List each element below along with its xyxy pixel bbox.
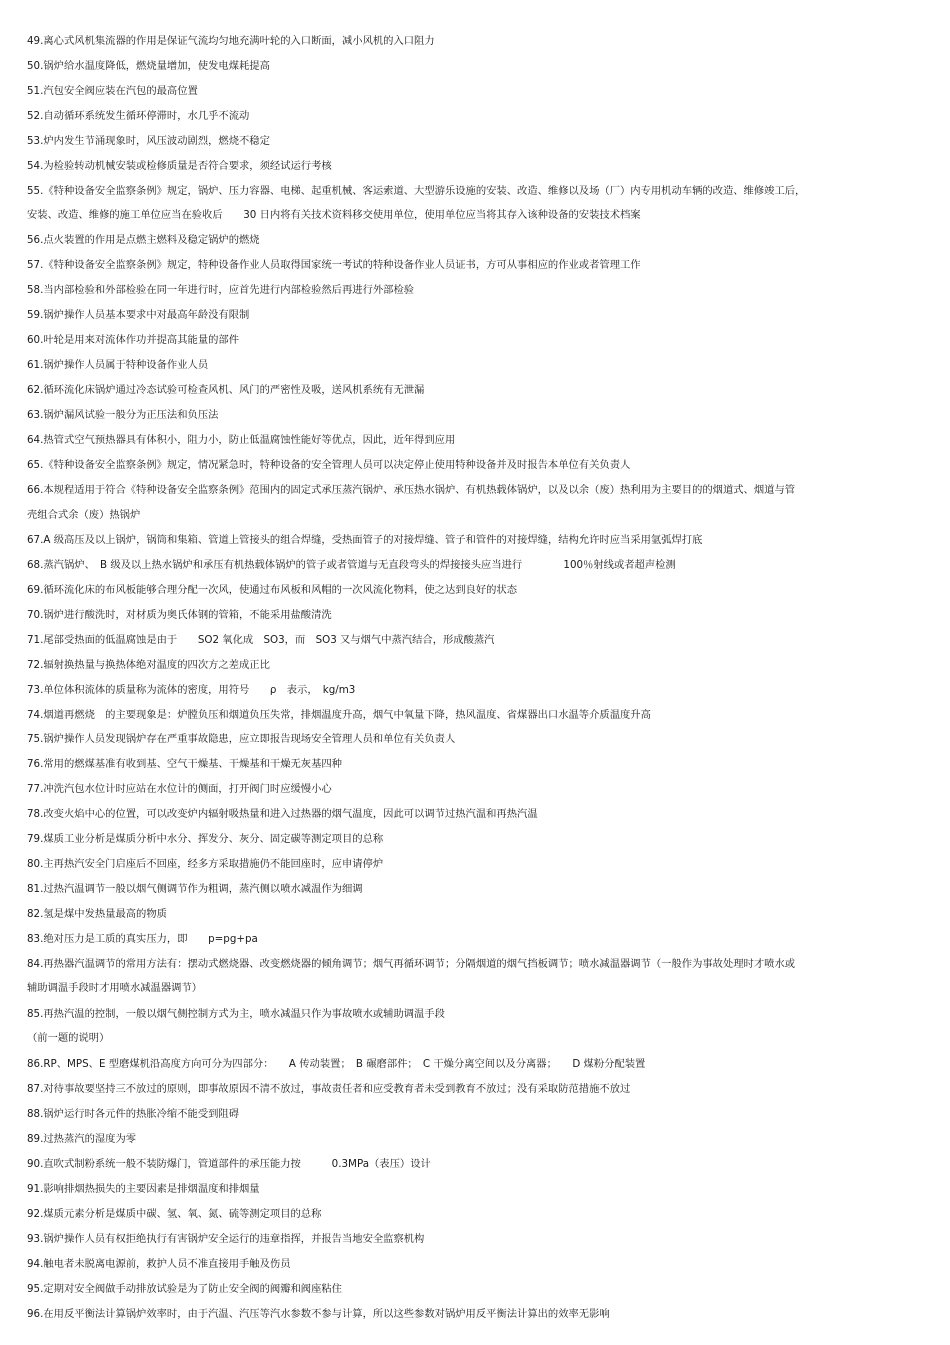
text-line: 93.锅炉操作人员有权拒绝执行有害锅炉安全运行的违章指挥，并报告当地安全监察机构 [27, 1233, 425, 1245]
text-line: 54.为检验转动机械安装或检修质量是否符合要求，须经试运行考核 [27, 160, 332, 172]
text-line: 71.尾部受热面的低温腐蚀是由于 SO2 氧化成 SO3，而 SO3 又与烟气中蒸汽结合，形成酸蒸汽 [27, 634, 495, 646]
text-line: 80.主再热汽安全门启座后不回座，经多方采取措施仍不能回座时，应申请停炉 [27, 858, 384, 870]
text-line: 75.锅炉操作人员发现锅炉存在严重事故隐患，应立即报告现场安全管理人员和单位有关负责人 [27, 733, 456, 745]
text-line: 59.锅炉操作人员基本要求中对最高年龄没有限制 [27, 309, 250, 321]
text-line: 86.RP、MPS、E 型磨煤机沿高度方向可分为四部分： A 传动装置； B 碾磨部件； C 干燥分离空间以及分离器； D 煤粉分配装置 [27, 1058, 646, 1070]
text-line: 91.影响排烟热损失的主要因素是排烟温度和排烟量 [27, 1183, 260, 1195]
text-line: 58.当内部检验和外部检验在同一年进行时，应首先进行内部检验然后再进行外部检验 [27, 284, 415, 296]
text-line: 67.A 级高压及以上锅炉，锅筒和集箱、管道上管接头的组合焊缝，受热面管子的对接焊缝、管子和管件的对接焊缝，结构允许时应当采用氩弧焊打底 [27, 534, 703, 546]
text-line: 89.过热蒸汽的湿度为零 [27, 1133, 137, 1145]
text-line: 60.叶轮是用来对流体作功并提高其能量的部件 [27, 334, 240, 346]
text-line: 52.自动循环系统发生循环停滞时，水几乎不流动 [27, 110, 250, 122]
text-line: 78.改变火焰中心的位置，可以改变炉内辐射吸热量和进入过热器的烟气温度，因此可以调节过热汽温和再热汽温 [27, 808, 538, 820]
text-line: 76.常用的燃煤基准有收到基、空气干燥基、干燥基和干燥无灰基四种 [27, 758, 342, 770]
text-line: 83.绝对压力是工质的真实压力，即 p=pg+pa [27, 933, 258, 945]
text-line: 49.离心式风机集流器的作用是保证气流均匀地充满叶轮的入口断面，减小风机的入口阻力 [27, 35, 435, 47]
text-line: 68.蒸汽锅炉、 B 级及以上热水锅炉和承压有机热载体锅炉的管子或者管道与无直段弯头的焊接接头应当进行 100％射线或者超声检测 [27, 559, 676, 571]
text-line: 56.点火装置的作用是点燃主燃料及稳定锅炉的燃烧 [27, 234, 260, 246]
text-line: 53.炉内发生节涌现象时，风压波动剧烈，燃烧不稳定 [27, 135, 270, 147]
text-line: 50.锅炉给水温度降低，燃烧量增加，使发电煤耗提高 [27, 60, 270, 72]
text-line: 51.汽包安全阀应装在汽包的最高位置 [27, 85, 198, 97]
text-line: 95.定期对安全阀做手动排放试验是为了防止安全阀的阀瓣和阀座粘住 [27, 1283, 342, 1295]
text-line: （前一题的说明） [27, 1032, 110, 1044]
text-line: 62.循环流化床锅炉通过冷态试验可检查风机、风门的严密性及吸，送风机系统有无泄漏 [27, 384, 425, 396]
text-line: 安装、改造、维修的施工单位应当在验收后 30 日内将有关技术资料移交使用单位，使用单位应当将其存入该种设备的安装技术档案 [27, 209, 641, 221]
text-line: 63.锅炉漏风试验一般分为正压法和负压法 [27, 409, 219, 421]
text-line: 73.单位体积流体的质量称为流体的密度，用符号 ρ 表示， kg/m3 [27, 684, 356, 696]
text-line: 69.循环流化床的布风板能够合理分配一次风，使通过布风板和风帽的一次风流化物料，使之达到良好的状态 [27, 584, 518, 596]
text-line: 79.煤质工业分析是煤质分析中水分、挥发分、灰分、固定碳等测定项目的总称 [27, 833, 384, 845]
text-line: 81.过热汽温调节一般以烟气侧调节作为粗调，蒸汽侧以喷水减温作为细调 [27, 883, 363, 895]
text-line: 65.《特种设备安全监察条例》规定，情况紧急时，特种设备的安全管理人员可以决定停止使用特种设备并及时报告本单位有关负责人 [27, 459, 631, 471]
text-line: 64.热管式空气预热器具有体积小，阻力小，防止低温腐蚀性能好等优点，因此，近年得到应用 [27, 434, 456, 446]
text-line: 96.在用反平衡法计算锅炉效率时，由于汽温、汽压等汽水参数不参与计算，所以这些参数对锅炉用反平衡法计算出的效率无影响 [27, 1308, 610, 1320]
text-line: 57.《特种设备安全监察条例》规定，特种设备作业人员取得国家统一考试的特种设备作业人员证书，方可从事相应的作业或者管理工作 [27, 259, 641, 271]
text-line: 84.再热器汽温调节的常用方法有：摆动式燃烧器、改变燃烧器的倾角调节；烟气再循环调节；分隔烟道的烟气挡板调节；喷水减温器调节（一般作为事故处理时才喷水或 [27, 958, 796, 970]
text-line: 72.辐射换热量与换热体绝对温度的四次方之差成正比 [27, 659, 270, 671]
text-line: 85.再热汽温的控制，一般以烟气侧控制方式为主，喷水减温只作为事故喷水或辅助调温手段 [27, 1008, 445, 1020]
text-line: 55.《特种设备安全监察条例》规定，锅炉、压力容器、电梯、起重机械、客运索道、大型游乐设施的安装、改造、维修以及场（厂）内专用机动车辆的改造、维修竣工后， [27, 185, 806, 197]
text-line: 70.锅炉进行酸洗时，对材质为奥氏体钢的管箱，不能采用盐酸清洗 [27, 609, 332, 621]
text-line: 88.锅炉运行时各元件的热胀冷缩不能受到阻碍 [27, 1108, 240, 1120]
text-line: 82.氢是煤中发热量最高的物质 [27, 908, 167, 920]
text-line: 壳组合式余（废）热锅炉 [27, 509, 141, 521]
text-line: 66.本规程适用于符合《特种设备安全监察条例》范围内的固定式承压蒸汽锅炉、承压热水锅炉、有机热载体锅炉，以及以余（废）热利用为主要目的的烟道式、烟道与管 [27, 484, 796, 496]
text-line: 94.触电者未脱离电源前，救护人员不准直接用手触及伤员 [27, 1258, 291, 1270]
text-line: 77.冲洗汽包水位计时应站在水位计的侧面，打开阀门时应缓慢小心 [27, 783, 332, 795]
text-line: 90.直吹式制粉系统一般不装防爆门，管道部件的承压能力按 0.3MPa（表压）设计 [27, 1158, 431, 1170]
text-line: 87.对待事故要坚持三不放过的原则，即事故原因不清不放过，事故责任者和应受教育者未受到教育不放过；没有采取防范措施不放过 [27, 1083, 631, 1095]
text-line: 74.烟道再燃烧 的主要现象是：炉膛负压和烟道负压失常，排烟温度升高，烟气中氧量下降，热风温度、省煤器出口水温等介质温度升高 [27, 709, 651, 721]
text-line: 61.锅炉操作人员属于特种设备作业人员 [27, 359, 209, 371]
text-line: 92.煤质元素分析是煤质中碳、氢、氧、氮、硫等测定项目的总称 [27, 1208, 322, 1220]
text-line: 辅助调温手段时才用喷水减温器调节） [27, 982, 203, 994]
